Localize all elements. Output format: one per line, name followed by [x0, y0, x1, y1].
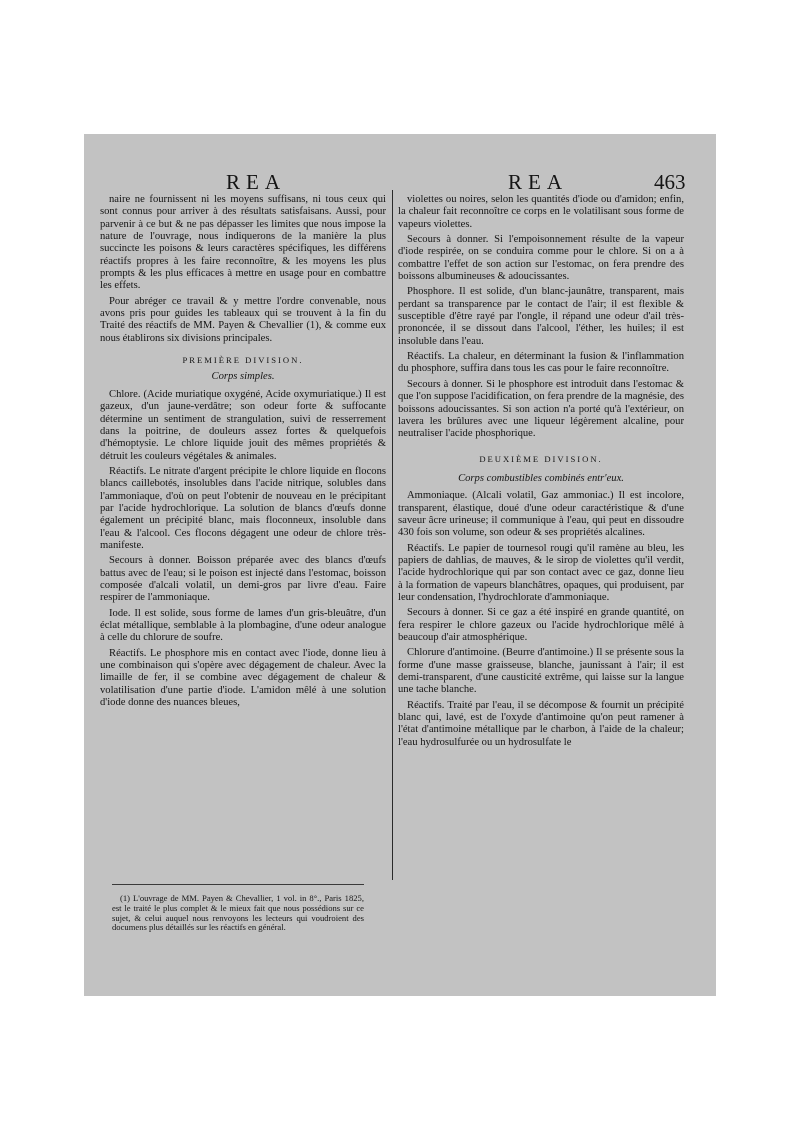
- scanned-page: [84, 134, 716, 996]
- paragraph: Secours à donner. Si le phosphore est introduit dans l'estomac & que l'on suppose l'acidification, on fera prendre de la magnésie, des boissons adoucissantes. Si son action n'a porté qu'à l'extérieur, on lavera les brûlures avec une liqueur légèrement alcaline, pour neutraliser l'acide phosphorique.: [398, 378, 684, 440]
- left-running-head: REA: [226, 170, 286, 194]
- page-number: 463: [654, 170, 686, 194]
- division-subtitle: Corps combustibles combinés entr'eux.: [458, 472, 624, 484]
- footnote-rule: [112, 884, 364, 885]
- paragraph: Secours à donner. Si l'empoisonnement résulte de la vapeur d'iode respirée, on se conduira comme pour le chlore. Si on a à combattre l'effet de son action sur l'estomac, on fera prendre des boissons albumineuses & adoucissantes.: [398, 234, 684, 283]
- left-column: [100, 194, 386, 709]
- paragraph: Chlorure d'antimoine. (Beurre d'antimoine.) Il se présente sous la forme d'une masse graisseuse, blanche, jaunissant à l'air; il est demi-transparent, d'une causticité extrême, qui laisse sur la langue une tache blanche.: [398, 647, 684, 696]
- paragraph: Chlore. (Acide muriatique oxygéné, Acide oxymuriatique.) Il est gazeux, d'un jaune-verdâtre; son odeur forte & suffocante détermine un sentiment de strangulation, suivi de resserrement dans la poitrine, de douleurs assez fortes & quelquefois d'hémoptysie. Le chlore liquide jouit des mêmes propriétés & détruit les couleurs végétales & animales.: [100, 388, 386, 462]
- footnote-text: (1) L'ouvrage de MM. Payen & Chevallier, 1 vol. in 8°., Paris 1825, est le traité le plus complet & le mieux fait que nous possédions sur ce sujet, & celui auquel nous renvoyons les lecteurs qui voudroient des documens plus détaillés sur les réactifs en général.: [112, 893, 364, 933]
- division-title: DEUXIÈME DIVISION.: [479, 453, 603, 464]
- paragraph: Réactifs. La chaleur, en déterminant la fusion & l'inflammation du phosphore, suffira dans tous les cas pour le faire reconnoître.: [398, 351, 684, 375]
- paragraph: Réactifs. Le nitrate d'argent précipite le chlore liquide en flocons blancs caillebotés, insolubles dans l'acide nitrique, solubles dans l'ammoniaque, d'où on peut l'obtenir de nouveau en le précipitant par l'acide hydrochlorique. La solution de blancs d'œufs donne également un précipité blanc, mais floconneux, insoluble dans l'eau & l'alcool. Ces flocons dégagent une odeur de chlore très-manifeste.: [100, 465, 386, 551]
- paragraph: Ammoniaque. (Alcali volatil, Gaz ammoniac.) Il est incolore, transparent, élastique, doué d'une odeur caractéristique & d'une saveur âcre urineuse; il communique à l'eau, qui peut en dissoudre 430 fois son volume, son odeur & ses propriétés alcalines.: [398, 490, 684, 539]
- paragraph: Iode. Il est solide, sous forme de lames d'un gris-bleuâtre, d'un éclat métallique, semblable à la plombagine, d'une odeur analogue à celle du chlorure de soufre.: [100, 607, 386, 644]
- paragraph: Réactifs. Le papier de tournesol rougi qu'il ramène au bleu, les papiers de dahlias, de mauves, & le sirop de violettes qu'il verdit, l'acide hydrochlorique qui par son contact avec ce gaz, donne lieu à la formation de vapeurs blanchâtres, opaques, qui produisent, par leur condensation, l'hydrochlorate d'ammoniaque.: [398, 542, 684, 603]
- division-subtitle: Corps simples.: [211, 371, 275, 383]
- paragraph: Réactifs. Traité par l'eau, il se décompose & fournit un précipité blanc qui, lavé, est de l'oxyde d'antimoine qu'on peut ramener à l'état d'antimoine métallique par le charbon, à l'aide de la chaleur; l'eau hydrosulfurée ou un hydrosulfate le: [398, 699, 684, 748]
- footnote: [112, 894, 364, 933]
- right-column: [398, 194, 684, 749]
- paragraph: naire ne fournissent ni les moyens suffisans, ni tous ceux qui sont connus pour arriver à des résultats satisfaisans. Aussi, pour parvenir à ce but & ne pas dépasser les limites que nous impose la nature de l'ouvrage, nous indiquerons de la manière la plus succincte les poisons & leurs caractères spécifiques, les différens réactifs propres à les faire reconnoître, & les moyens les plus prompts & les plus efficaces à mettre en usage pour en combattre les effets.: [100, 194, 386, 292]
- paragraph: Secours à donner. Boisson préparée avec des blancs d'œufs battus avec de l'eau; si le poison est injecté dans l'estomac, boisson composée d'alcali volatil, un demi-gros par livre d'eau. Faire respirer de l'ammoniaque.: [100, 555, 386, 604]
- paragraph: Phosphore. Il est solide, d'un blanc-jaunâtre, transparent, mais perdant sa transparence par le contact de l'air; il est flexible & susceptible d'être rayé par l'ongle, il répand une odeur d'ail très-prononcée, il se dissout dans l'alcool, l'éther, les huiles; il est insoluble dans l'eau.: [398, 286, 684, 347]
- division-title: PREMIÈRE DIVISION.: [182, 355, 304, 366]
- paragraph: Pour abréger ce travail & y mettre l'ordre convenable, nous avons pris pour guides les tableaux qui se trouvent à la fin du Traité des réactifs de MM. Payen & Chevallier (1), & comme eux nous établirons six divisions principales.: [100, 295, 386, 344]
- right-running-head: REA: [508, 170, 568, 194]
- column-divider: [392, 190, 393, 880]
- paragraph: Secours à donner. Si ce gaz a été inspiré en grande quantité, on fera respirer le chlore gazeux ou l'acide hydrochlorique mêlé à beaucoup d'air atmosphérique.: [398, 607, 684, 643]
- paragraph: violettes ou noires, selon les quantités d'iode ou d'amidon; enfin, la chaleur fait reconnoître ce corps en le volatilisant sous forme de vapeurs violettes.: [398, 194, 684, 230]
- paragraph: Réactifs. Le phosphore mis en contact avec l'iode, donne lieu à une combinaison qui s'opère avec dégagement de chaleur. Avec la limaille de fer, il se combine avec dégagement de chaleur & volatilisation d'une partie d'iode. L'amidon mêlé à une solution d'iode donne des nuances bleues,: [100, 647, 386, 709]
